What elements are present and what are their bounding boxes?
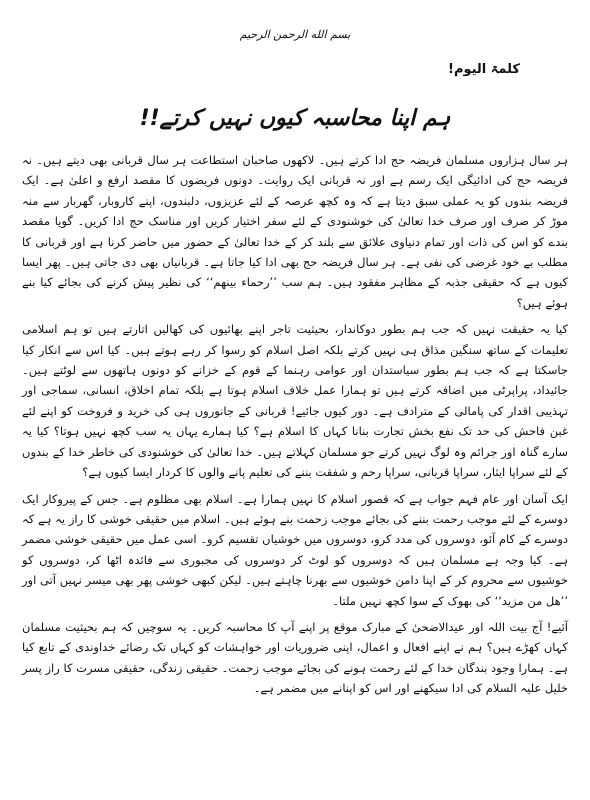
bismillah-calligraphy: بسم الله الرحمن الرحیم: [239, 28, 351, 41]
article-body: [22, 150, 568, 701]
paragraph-2: کیا یہ حقیقت نہیں کہ جب ہم بطور دوکاندار، بحیثیت تاجر اپنے بھائیوں کی کھالیں اتارتے ہیں تو ہم اسلامی تعلیمات کے ساتھ سنگین مذاق ہی نہیں کرتے بلکہ اصل اسلام کو رسوا کر رہے ہوتے ہیں۔ کیا اس سے انکار کیا جاسکتا ہے کہ جب ہم بطور سیاستدان اور عوامی رہنما کے قوم کے خزانے کو دونوں ہاتھوں سے لوٹتے ہیں۔ جائیداد، پراپرٹی میں اضافہ کرتے ہیں تو ہمارا عمل خلاف اسلام ہوتا ہے بلکہ تمام اخلاق، انسانی، سماجی اور تہذیبی اقدار کی پامالی کے مترادف ہے۔ دور کیوں جائیے! قربانی کے جانوروں ہی کی خرید و فروخت کو اپنے لئے غبن فاحش کی حد تک نفع بخش تجارت بنانا کہاں کا اسلام ہے؟ کیا ہمارے یہاں یہ سب کچھ نہیں ہوتا؟ کیا یہ سارے گناہ اور جرائم وہ لوگ نہیں کرتے جو مسلمان کہلاتے ہیں۔ خدا تعالیٰ کی خوشنودی کی خاطر خدا کے بندوں کے لئے سراپا ایثار، سراپا قربانی، سراپا رحم و شفقت بننے کی تعلیم پانے والوں کا کردار ایسا کیوں ہے؟: [22, 322, 568, 480]
paragraph-3: ایک آسان اور عام فہم جواب ہے کہ قصور اسلام کا نہیں ہمارا ہے۔ اسلام بھی مظلوم ہے۔ جس کے پیروکار ایک دوسرے کے لئے موجب رحمت بننے کی بجائے موجب زحمت بنے ہوئے ہیں۔ اسلام میں حقیقی خوشی کا راز یہ ہے کہ دوسرے کے کام آئو، دوسروں کی مدد کرو، دوسروں میں خوشیاں تقسیم کرو۔ اسی عمل میں حقیقی خوشی مضمر ہے۔ کیا وجہ ہے مسلمان ہیں کہ دوسروں کو لوٹ کر دوسروں کی مجبوری سے فائدہ اٹھا کر، دوسروں کو خوشیوں سے محروم کر کے اپنا دامن خوشیوں سے بھرنا چاہتے ہیں۔ لیکن کبھی خوشی پھر بھی میسر نہیں آتی اور ’’ھل من مزید‘‘ کی بھوک کے سوا کچھ نہیں ملتا۔: [22, 491, 568, 608]
paragraph-4: آئیے! آج بیت اللہ اور عیدالاضحیٰ کے مبارک موقع پر اپنے آپ کا محاسبہ کریں۔ یہ سوچیں کہ ہم بحیثیت مسلمان کہاں کھڑے ہیں؟ ہم نے اپنے افعال و اعمال، اپنی ضروریات اور خواہشات کو کہاں تک رضائے خداوندی کے تابع کیا ہے۔ ہمارا وجود بندگان خدا کے لئے رحمت ہونے کی بجائے موجب زحمت۔ حقیقی زندگی، حقیقی مسرت کا راز پسر خلیل علیہ السلام کی ادا سیکھنے اور اس کو اپنانے میں مضمر ہے۔: [22, 619, 568, 696]
paragraph-1: ہر سال ہزاروں مسلمان فریضہ حج ادا کرتے ہیں۔ لاکھوں صاحبان استطاعت ہر سال قربانی بھی دیتے ہیں۔ نہ فریضہ حج کی ادائیگی ایک رسم ہے اور نہ قربانی ایک روایت۔ دونوں فریضوں کا مقصد ارفع و اعلیٰ ہے۔ ایک فریضہ بندوں کو یہ عملی سبق دیتا ہے کہ وہ کچھ عرصہ کے لئے عزیزوں، دلبندوں، اپنے کاروبار، گھربار سے منہ موڑ کر صرف اور صرف خدا تعالیٰ کی خوشنودی کے لئے سفر اختیار کریں اور مناسک حج ادا کریں۔ گویا مقصد بندے کو اس کی ذات اور تمام دنیاوی علائق سے بلند کر کے خدا تعالیٰ کے حضور میں حاضر کرنا ہے اور قربانی کا مطلب بے خود غرضی کی نفی ہے۔ ہر سال فریضہ حج بھی ادا کیا جاتا ہے۔ قربانیاں بھی دی جاتی ہیں۔ پھر ایسا کیوں ہے کہ حقیقی جذبہ کے مظاہر مفقود ہیں۔ ہم سب ’’رحماء بینھم‘‘ کی نظیر پیش کرنے کی بجائے کیا بنے ہوئے ہیں؟: [22, 153, 568, 310]
section-label: کلمۃ الیوم!: [448, 62, 520, 77]
article-headline: ہم اپنا محاسبہ کیوں نہیں کرتے!!: [139, 106, 451, 131]
